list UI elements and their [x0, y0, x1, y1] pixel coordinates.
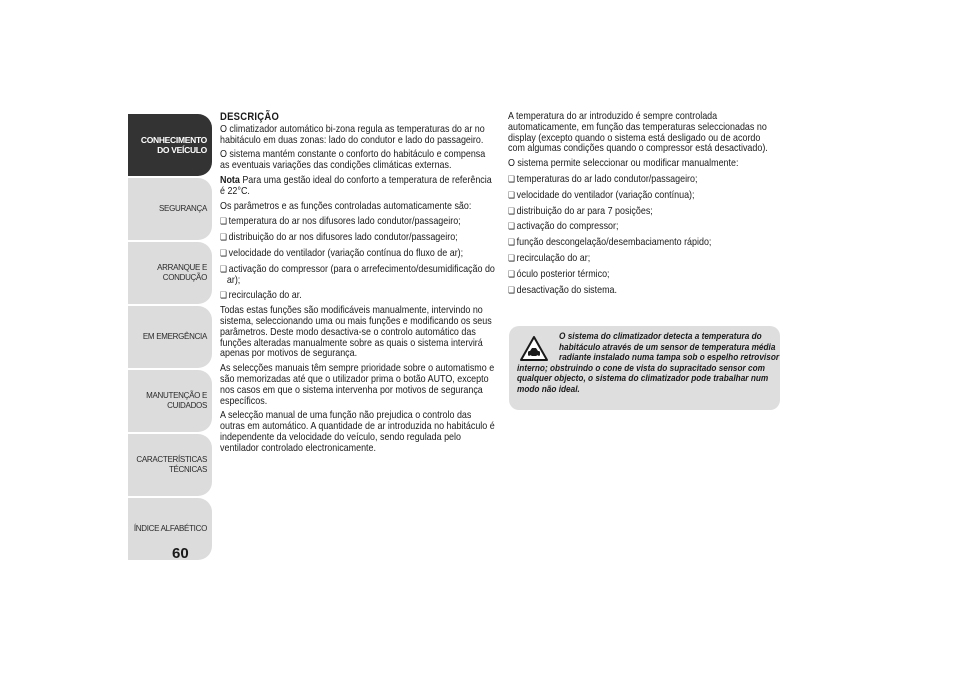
- note-text: Para uma gestão ideal do conforto a temperatura de referência é 22°C.: [220, 174, 492, 197]
- sidebar-nav: [128, 114, 212, 562]
- note-label: Nota: [220, 174, 240, 186]
- tab-conhecimento-do-veiculo[interactable]: [128, 114, 212, 176]
- note-paragraph: [220, 176, 495, 198]
- tab-label-line1: EM EMERGÊNCIA: [142, 332, 207, 341]
- list-item: ❏ velocidade do ventilador (variação contínua do fluxo de ar);: [220, 248, 502, 260]
- tab-label-line2: CUIDADOS: [167, 401, 207, 410]
- paragraph: O sistema mantém constante o conforto do habitáculo e compensa as eventuais variações das condições climáticas externas.: [220, 149, 486, 172]
- list-item: ❏ recirculação do ar.: [220, 290, 502, 302]
- paragraph: Os parâmetros e as funções controladas automaticamente são:: [220, 200, 472, 212]
- list-item: ❏ distribuição do ar para 7 posições;: [508, 206, 786, 218]
- warning-text-line2: interno; obstruindo o cone de vista do supracitado sensor com qualquer objecto, o sistema do climatizador pode trabalhar num modo não ideal.: [517, 362, 769, 395]
- list-item: ❏ activação do compressor;: [508, 221, 786, 233]
- list-item: ❏ velocidade do ventilador (variação contínua);: [508, 190, 786, 202]
- tab-label-line2: DO VEÍCULO: [157, 145, 207, 155]
- right-column: [508, 112, 780, 300]
- tab-arranque-e-conducao[interactable]: [128, 242, 212, 304]
- paragraph: O sistema permite seleccionar ou modificar manualmente:: [508, 158, 739, 170]
- tab-label-line2: CONDUÇÃO: [162, 273, 207, 282]
- tab-label-line2: TÉCNICAS: [168, 465, 207, 474]
- tab-label-line1: ARRANQUE E: [157, 263, 207, 272]
- tab-label-line1: CARACTERÍSTICAS: [136, 455, 207, 464]
- tab-label-line1: ÍNDICE ALFABÉTICO: [133, 524, 207, 533]
- list-item: ❏ desactivação do sistema.: [508, 285, 786, 297]
- tab-indice-alfabetico[interactable]: [128, 498, 212, 560]
- tab-label-line1: CONHECIMENTO: [140, 135, 207, 145]
- list-item: ❏ distribuição do ar nos difusores lado condutor/passageiro;: [220, 232, 502, 244]
- paragraph: A selecção manual de uma função não prejudica o controlo das outras em automático. A quantidade de ar introduzida no habitáculo é independente da velocidade do veículo, sendo regulada pelo ventilador controlado electronicamente.: [220, 410, 495, 454]
- tab-caracteristicas-tecnicas[interactable]: [128, 434, 212, 496]
- tab-manutencao-e-cuidados[interactable]: [128, 370, 212, 432]
- paragraph: O climatizador automático bi-zona regula as temperaturas do ar no habitáculo em duas zonas: lado do condutor e lado do passageiro.: [220, 123, 485, 146]
- list-item: ❏ temperatura do ar nos difusores lado condutor/passageiro;: [220, 216, 502, 228]
- paragraph: As selecções manuais têm sempre prioridade sobre o automatismo e são memorizadas até que o utilizador prima o botão AUTO, excepto nos casos em que o sistema intervenha por motivos de segurança específicos.: [220, 363, 495, 407]
- list-item: ❏ activação do compressor (para o arrefecimento/desumidificação do ar);: [220, 264, 502, 287]
- paragraph: A temperatura do ar introduzido é sempre controlada automaticamente, em função das temperaturas seleccionadas no display (excepto quando o sistema está desligado ou de acordo com algumas condições quando o compressor está desactivado).: [508, 111, 768, 155]
- warning-text: [517, 332, 781, 395]
- paragraph: Todas estas funções são modificáveis manualmente, intervindo no sistema, seleccionando uma ou mais funções e modificando os seus parâmetros. Deste modo desactiva-se o controlo automático das funções alteradas manualmente sobre as quais o sistema intervirá apenas por motivos de segurança.: [220, 305, 492, 360]
- list-item: ❏ função descongelação/desembaciamento rápido;: [508, 237, 786, 249]
- warning-text-line1: O sistema do climatizador detecta a temperatura do habitáculo através de um sensor de temperatura média radiante instalado numa tampa sob o espelho retrovisor: [559, 331, 780, 363]
- section-heading: DESCRIÇÃO: [220, 111, 280, 123]
- warning-text-indented: [517, 332, 781, 364]
- tab-label-line1: MANUTENÇÃO E: [146, 391, 207, 400]
- tab-label-line1: SEGURANÇA: [159, 204, 207, 213]
- page-number: 60: [172, 545, 189, 562]
- list-item: ❏ recirculação do ar;: [508, 253, 786, 265]
- left-column: [220, 112, 496, 459]
- tab-em-emergencia[interactable]: [128, 306, 212, 368]
- list-item: ❏ óculo posterior térmico;: [508, 269, 786, 281]
- list-item: ❏ temperaturas do ar lado condutor/passageiro;: [508, 174, 786, 186]
- tab-seguranca[interactable]: [128, 178, 212, 240]
